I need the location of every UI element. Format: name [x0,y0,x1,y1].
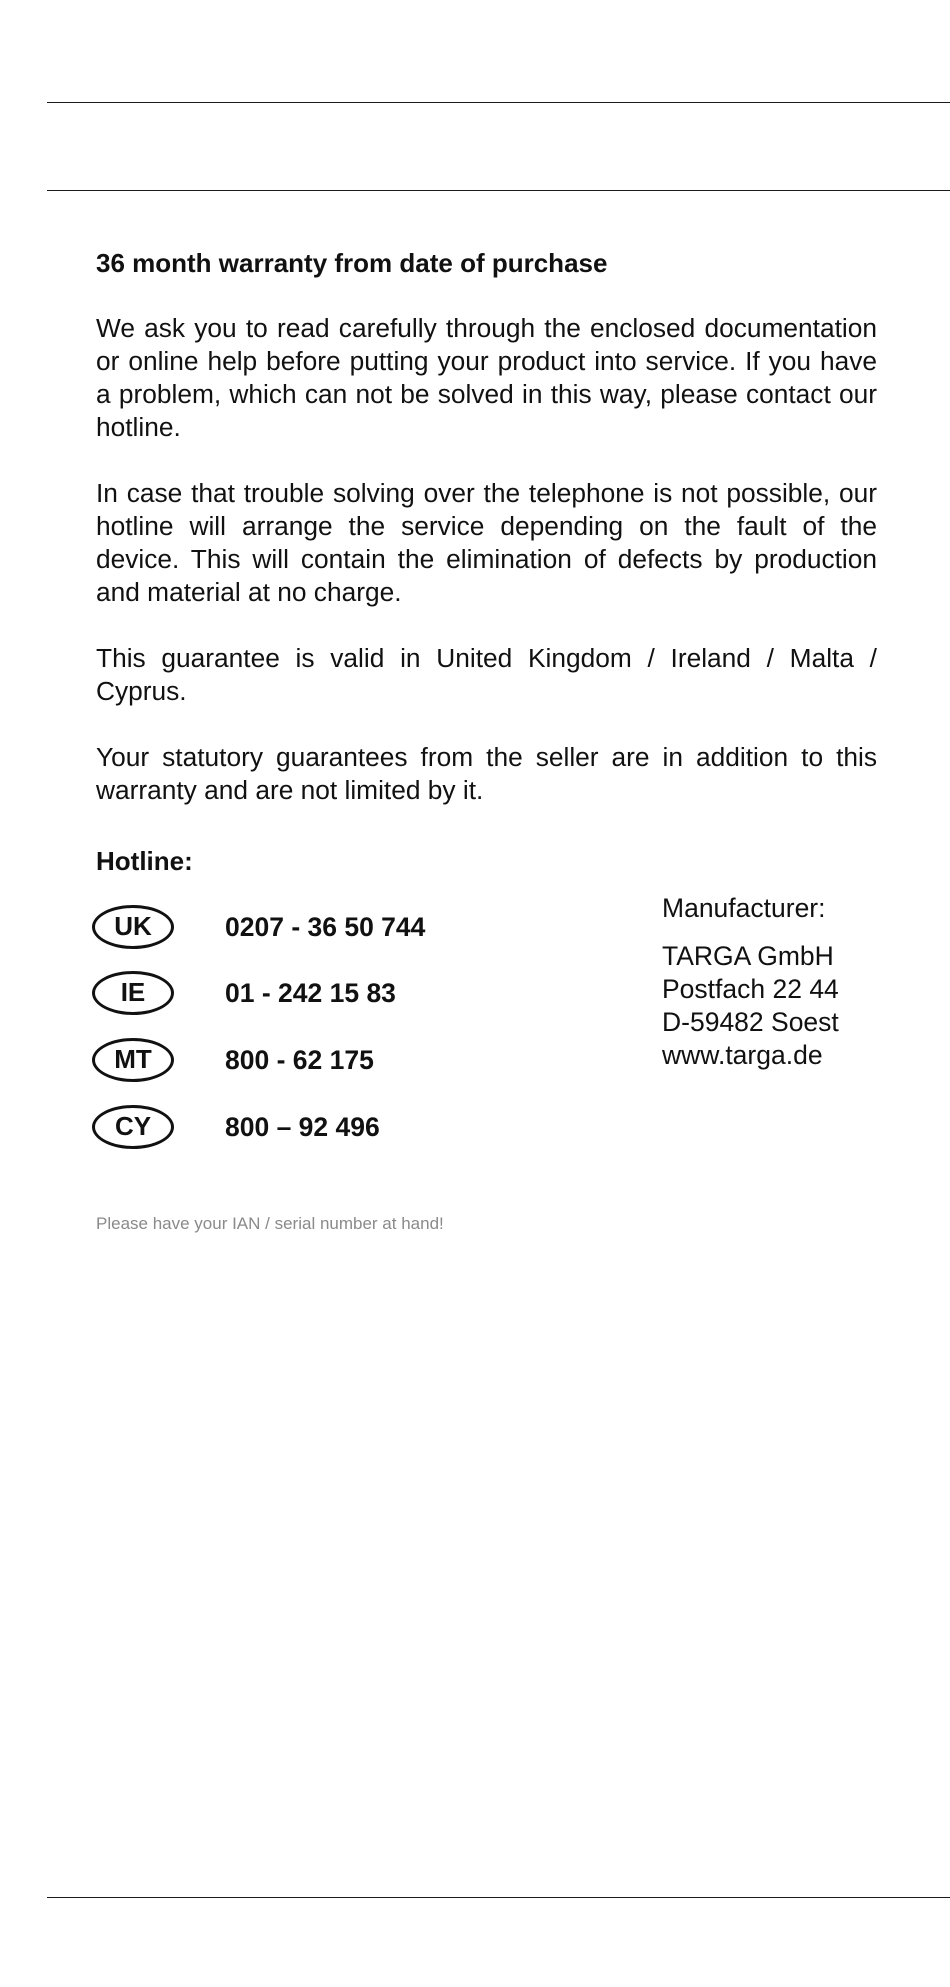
country-code-badge: MT [92,1038,174,1082]
hotline-entry-mt [92,1038,492,1086]
hotline-phone-number: 0207 - 36 50 744 [225,912,426,942]
hotline-entry-uk [92,905,492,953]
country-code-badge: CY [92,1105,174,1149]
warranty-heading: 36 month warranty from date of purchase [96,248,608,278]
header-divider [47,190,950,191]
manufacturer-label: Manufacturer: [662,893,826,923]
hotline-entry-cy [92,1105,492,1153]
country-code-badge: IE [92,971,174,1015]
manufacturer-website: www.targa.de [662,1040,823,1070]
manufacturer-address: Postfach 22 44 [662,974,839,1004]
hotline-entry-ie [92,971,492,1019]
warranty-section [96,246,877,807]
serial-number-note: Please have your IAN / serial number at hand! [96,1214,444,1233]
top-divider [47,102,950,103]
hotline-title: Hotline: [96,846,193,876]
country-code-badge: UK [92,905,174,949]
hotline-phone-number: 800 - 62 175 [225,1045,374,1075]
footer-divider [47,1897,950,1898]
hotline-phone-number: 800 – 92 496 [225,1112,380,1142]
warranty-paragraph: We ask you to read carefully through the enclosed documentation or online help before putting your product into service. If you have a problem, which can not be solved in this way, please contact our hotline. [96,313,877,442]
manufacturer-city: D-59482 Soest [662,1007,839,1037]
warranty-paragraph: This guarantee is valid in United Kingdom / Ireland / Malta / Cyprus. [96,643,877,706]
manufacturer-name: TARGA GmbH [662,941,834,971]
warranty-paragraph: In case that trouble solving over the telephone is not possible, our hotline will arrange the service depending on the fault of the device. This will contain the elimination of defects by production and material at no charge. [96,478,877,607]
hotline-phone-number: 01 - 242 15 83 [225,978,396,1008]
warranty-paragraph: Your statutory guarantees from the seller are in addition to this warranty and are not limited by it. [96,742,877,805]
manufacturer-block [662,892,922,1072]
